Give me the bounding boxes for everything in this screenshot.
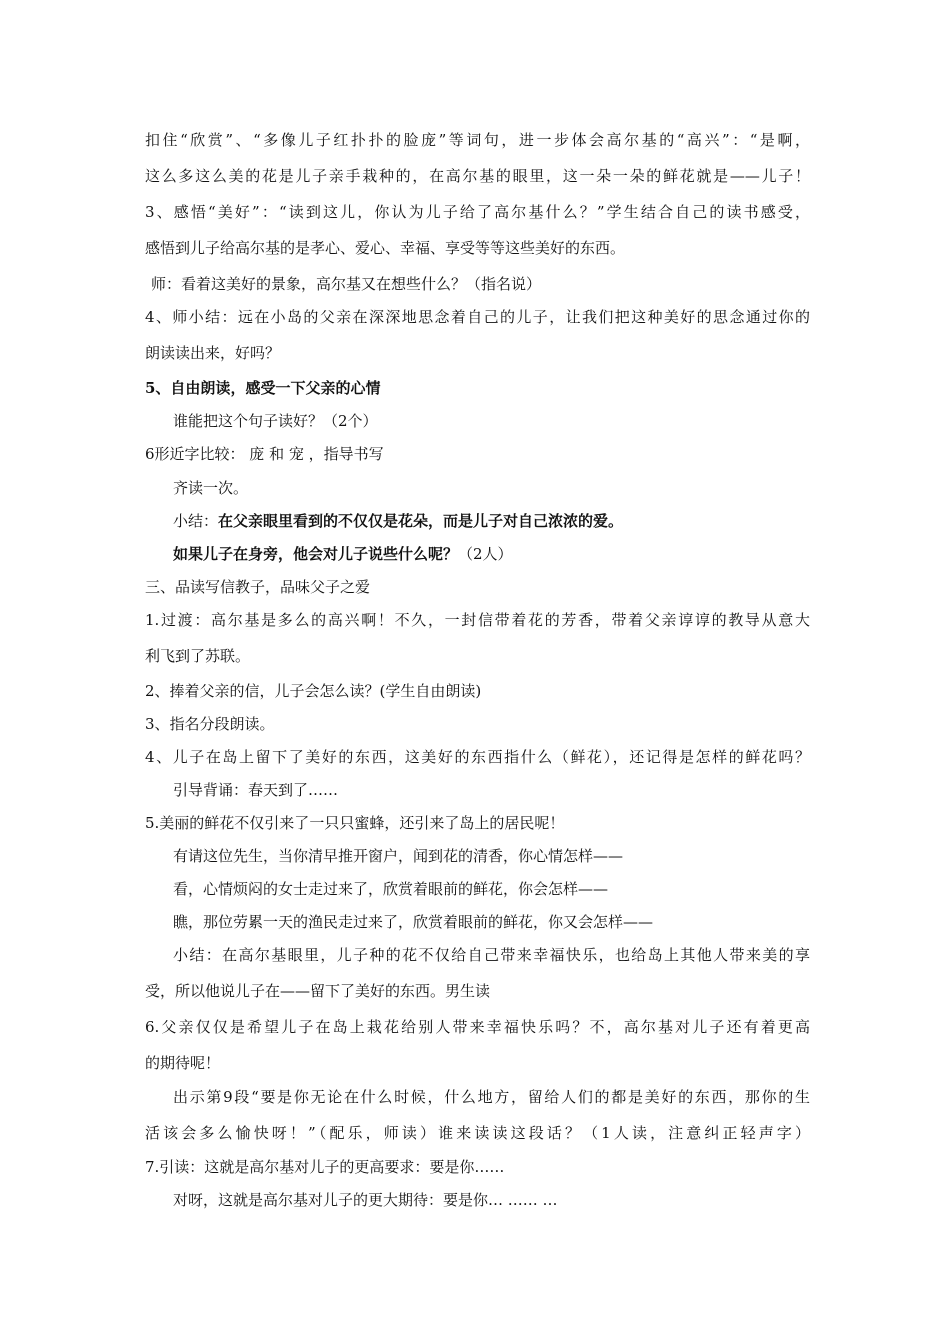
count-note: （2人） bbox=[458, 545, 513, 563]
text-line: 5.美丽的鲜花不仅引来了一只只蜜蜂，还引来了岛上的居民呢！ bbox=[145, 814, 565, 832]
section-heading: 5、自由朗读，感受一下父亲的心情 bbox=[145, 379, 381, 397]
text-line: 受，所以他说儿子在——留下了美好的东西。男生读 bbox=[145, 982, 491, 1000]
summary-line bbox=[173, 511, 810, 531]
text-line: 瞧，那位劳累一天的渔民走过来了，欣赏着眼前的鲜花，你又会怎样—— bbox=[173, 913, 654, 931]
text-line: 利飞到了苏联。 bbox=[145, 647, 251, 665]
question-line bbox=[173, 544, 810, 564]
text-line: 齐读一次。 bbox=[173, 479, 249, 497]
text-line: 师：看着这美好的景象，高尔基又在想些什么？（指名说） bbox=[151, 275, 542, 293]
text-line: 朗读读出来，好吗？ bbox=[145, 344, 281, 362]
text-line: 出示第9段“要是你无论在什么时候，什么地方，留给人们的都是美好的东西，那你的生 bbox=[173, 1088, 810, 1106]
text-line: 有请这位先生，当你清早推开窗户，闻到花的清香，你心情怎样—— bbox=[173, 847, 624, 865]
text-line: 看，心情烦闷的女士走过来了，欣赏着眼前的鲜花，你会怎样—— bbox=[173, 880, 609, 898]
text-line: 谁能把这个句子读好？（2个） bbox=[173, 412, 378, 430]
summary-prefix: 小结： bbox=[173, 512, 219, 530]
summary-text: 在父亲眼里看到的不仅仅是花朵，而是儿子对自己浓浓的爱。 bbox=[218, 512, 624, 530]
text-line: 4、师小结：远在小岛的父亲在深深地思念着自己的儿子，让我们把这种美好的思念通过你的 bbox=[145, 308, 810, 326]
section-heading: 三、品读写信教子，品味父子之爱 bbox=[145, 578, 371, 596]
text-line: 小结：在高尔基眼里，儿子种的花不仅给自己带来幸福快乐，也给岛上其他人带来美的享 bbox=[173, 946, 810, 964]
question-text: 如果儿子在身旁，他会对儿子说些什么呢？ bbox=[173, 545, 459, 563]
text-line: 这么多这么美的花是儿子亲手栽种的，在高尔基的眼里，这一朵一朵的鲜花就是——儿子！ bbox=[145, 167, 810, 185]
text-line: 扣住“欣赏”、“多像儿子红扑扑的脸庞”等词句，进一步体会高尔基的“高兴”：“是啊， bbox=[145, 131, 810, 149]
text-line: 6形近字比较： 庞 和 宠 ，指导书写 bbox=[145, 445, 384, 463]
text-line: 2、捧着父亲的信，儿子会怎么读？(学生自由朗读) bbox=[145, 682, 482, 700]
text-line: 感悟到儿子给高尔基的是孝心、爱心、幸福、享受等等这些美好的东西。 bbox=[145, 239, 626, 257]
text-line: 的期待呢！ bbox=[145, 1054, 221, 1072]
text-line: 活该会多么愉快呀！”（配乐，师读）谁来读读这段话？（1人读，注意纠正轻声字） bbox=[145, 1124, 810, 1142]
text-line: 对呀，这就是高尔基对儿子的更大期待：要是你… …… … bbox=[173, 1191, 558, 1209]
text-line: 1.过渡：高尔基是多么的高兴啊！不久，一封信带着花的芳香，带着父亲谆谆的教导从意大 bbox=[145, 611, 810, 629]
text-line: 引导背诵：春天到了…… bbox=[173, 781, 339, 799]
text-line: 7.引读：这就是高尔基对儿子的更高要求：要是你…… bbox=[145, 1158, 505, 1176]
text-line: 6.父亲仅仅是希望儿子在岛上栽花给别人带来幸福快乐吗？不，高尔基对儿子还有着更高 bbox=[145, 1018, 810, 1036]
text-line: 3、指名分段朗读。 bbox=[145, 715, 275, 733]
text-line: 4、儿子在岛上留下了美好的东西，这美好的东西指什么（鲜花），还记得是怎样的鲜花吗？ bbox=[145, 748, 810, 766]
text-line: 3、感悟“美好”：“读到这儿，你认为儿子给了高尔基什么？”学生结合自己的读书感受， bbox=[145, 203, 810, 221]
